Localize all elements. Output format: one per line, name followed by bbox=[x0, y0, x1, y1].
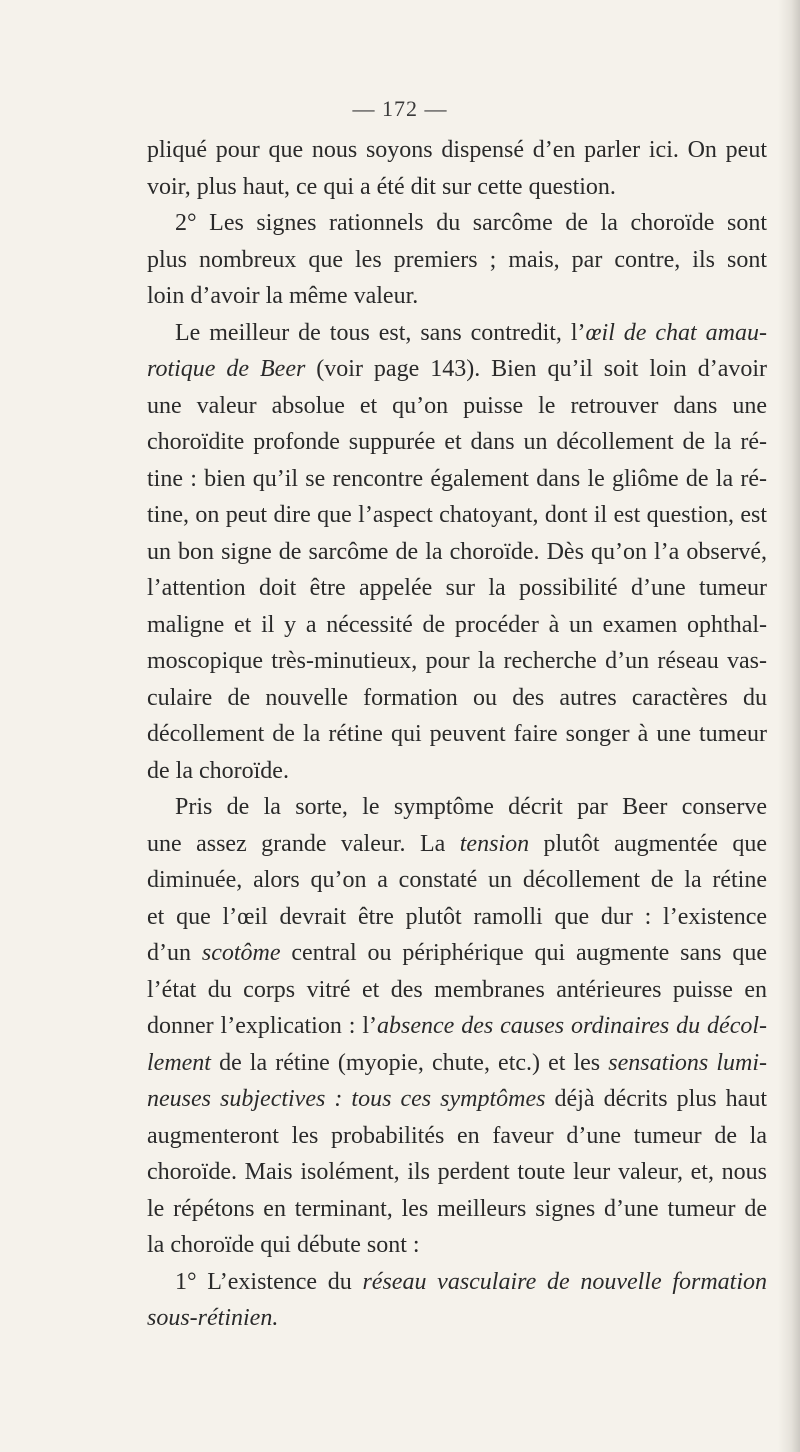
text-line bbox=[147, 1118, 767, 1155]
text-segment: choroïdite profonde suppurée et dans un décollement de la ré- bbox=[147, 429, 767, 455]
italic-text: tension bbox=[459, 830, 530, 857]
text-line bbox=[147, 534, 767, 571]
italic-text: réseau vasculaire de nouvelle formation bbox=[362, 1268, 767, 1295]
text-segment: moscopique très-minutieux, pour la recherche d’un réseau vas- bbox=[147, 648, 767, 674]
text-segment: une valeur absolue et qu’on puisse le retrouver dans une bbox=[147, 392, 767, 419]
text-segment: donner l’explication : l’ bbox=[147, 1013, 377, 1039]
text-segment: d’un bbox=[147, 940, 202, 966]
text-segment: le répétons en terminant, les meilleurs signes d’une tumeur de bbox=[147, 1195, 767, 1222]
text-line bbox=[147, 935, 767, 972]
text-segment: l’attention doit être appelée sur la possibilité d’une tumeur bbox=[147, 575, 767, 601]
text-line bbox=[147, 242, 767, 279]
text-line bbox=[147, 278, 767, 315]
body-text bbox=[147, 132, 767, 1337]
text-segment: culaire de nouvelle formation ou des autres caractères du bbox=[147, 684, 767, 711]
text-line bbox=[147, 388, 767, 425]
text-line bbox=[147, 1008, 767, 1045]
text-segment: Pris de la sorte, le symptôme décrit par Beer conserve bbox=[175, 794, 767, 820]
italic-text: scotôme bbox=[201, 940, 281, 966]
text-line bbox=[147, 1264, 767, 1301]
page-edge-shadow bbox=[778, 0, 800, 1452]
text-segment: 2° Les signes rationnels du sarcôme de la choroïde sont bbox=[175, 210, 767, 236]
text-segment: maligne et il y a nécessité de procéder à un examen ophthal- bbox=[147, 611, 767, 638]
text-line bbox=[147, 1227, 767, 1264]
text-line bbox=[147, 826, 767, 863]
text-segment: de la choroïde. bbox=[147, 757, 289, 784]
text-line bbox=[147, 972, 767, 1009]
text-line bbox=[147, 205, 767, 242]
italic-text: lement bbox=[147, 1049, 211, 1076]
text-segment: choroïde. Mais isolément, ils perdent toute leur valeur, et, nous bbox=[147, 1159, 767, 1185]
text-line bbox=[147, 132, 767, 169]
italic-text: rotique de Beer bbox=[147, 356, 306, 382]
text-segment: un bon signe de sarcôme de la choroïde. Dès qu’on l’a observé, bbox=[147, 538, 767, 565]
text-line bbox=[147, 497, 767, 534]
text-line bbox=[147, 424, 767, 461]
text-line bbox=[147, 899, 767, 936]
italic-text: neuses subjectives : tous ces symptômes bbox=[147, 1086, 546, 1112]
text-segment: augmenteront les probabilités en faveur d’une tumeur de la bbox=[147, 1122, 767, 1149]
italic-text: sensations lumi- bbox=[608, 1049, 767, 1076]
text-line bbox=[147, 1191, 767, 1228]
text-line bbox=[147, 570, 767, 607]
text-segment: la choroïde qui débute sont : bbox=[147, 1232, 420, 1258]
text-line bbox=[147, 1081, 767, 1118]
text-line bbox=[147, 1045, 767, 1082]
text-segment: de la rétine (myopie, chute, etc.) et les bbox=[210, 1049, 609, 1076]
text-segment: plus nombreux que les premiers ; mais, par contre, ils sont bbox=[147, 246, 767, 273]
text-line bbox=[147, 862, 767, 899]
text-segment: plutôt augmentée que bbox=[529, 830, 767, 857]
text-segment: loin d’avoir la même valeur. bbox=[147, 283, 419, 309]
italic-text: absence des causes ordinaires du décol- bbox=[377, 1013, 768, 1039]
text-line bbox=[147, 315, 767, 352]
text-segment: une assez grande valeur. La bbox=[147, 830, 460, 857]
text-segment: diminuée, alors qu’on a constaté un décollement de la rétine bbox=[147, 867, 767, 893]
text-segment: décollement de la rétine qui peuvent faire songer à une tumeur bbox=[147, 721, 767, 747]
text-line bbox=[147, 1300, 767, 1337]
text-segment: tine : bien qu’il se rencontre également dans le gliôme de la ré- bbox=[147, 465, 767, 492]
italic-text: œil de chat amau- bbox=[585, 319, 767, 346]
text-segment: l’état du corps vitré et des membranes antérieures puisse en bbox=[147, 976, 767, 1003]
text-segment: Le meilleur de tous est, sans contredit, l’ bbox=[175, 319, 586, 346]
text-segment: pliqué pour que nous soyons dispensé d’en parler ici. On peut bbox=[147, 137, 767, 163]
text-segment: central ou périphérique qui augmente sans que bbox=[280, 940, 767, 966]
text-line bbox=[147, 789, 767, 826]
text-line bbox=[147, 169, 767, 206]
text-segment: et que l’œil devrait être plutôt ramolli que dur : l’existence bbox=[147, 903, 767, 930]
text-segment: 1° L’existence du bbox=[175, 1268, 363, 1295]
text-line bbox=[147, 753, 767, 790]
text-line bbox=[147, 643, 767, 680]
text-line bbox=[147, 461, 767, 498]
text-segment: voir, plus haut, ce qui a été dit sur cette question. bbox=[147, 173, 616, 200]
text-segment: déjà décrits plus haut bbox=[545, 1086, 767, 1112]
italic-text: sous-rétinien. bbox=[147, 1305, 279, 1331]
text-line bbox=[147, 716, 767, 753]
text-line bbox=[147, 1154, 767, 1191]
page-number: — 172 — bbox=[352, 96, 448, 121]
text-segment: (voir page 143). Bien qu’il soit loin d’avoir bbox=[305, 356, 768, 382]
text-line bbox=[147, 607, 767, 644]
text-segment: tine, on peut dire que l’aspect chatoyant, dont il est question, est bbox=[147, 502, 767, 528]
text-line bbox=[147, 351, 767, 388]
text-line bbox=[147, 680, 767, 717]
